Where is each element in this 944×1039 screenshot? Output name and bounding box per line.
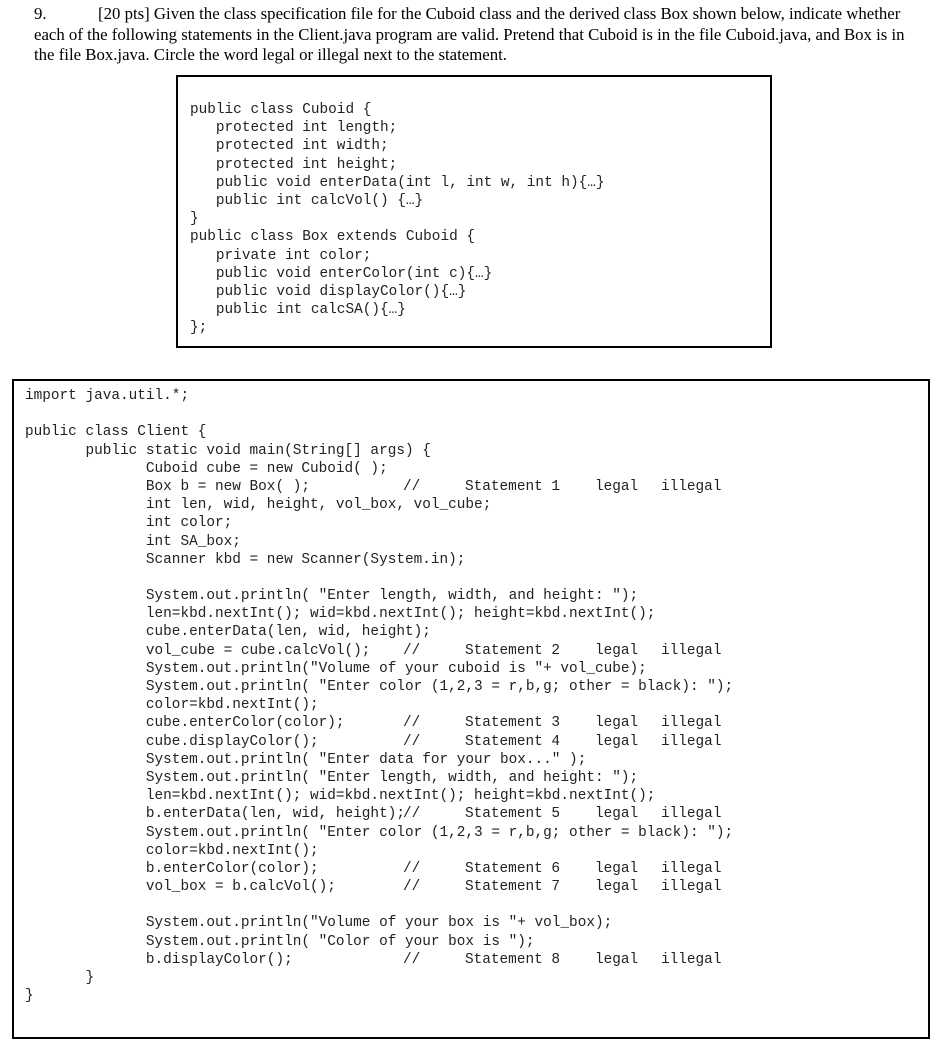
code-text: import java.util.*; bbox=[25, 388, 190, 404]
comment-marker: // bbox=[403, 733, 421, 750]
code-text: int len, wid, height, vol_box, vol_cube; bbox=[25, 497, 492, 514]
class-spec-line: public int calcSA(){…} bbox=[190, 302, 406, 319]
statement-label: Statement 6 bbox=[465, 860, 560, 877]
code-text: System.out.println("Volume of your cuboid is "+ vol_cube); bbox=[25, 660, 647, 677]
statement-label: Statement 1 bbox=[465, 478, 560, 495]
class-spec-line: }; bbox=[190, 320, 208, 337]
code-text: Box b = new Box( ); bbox=[25, 478, 310, 495]
code-text: int SA_box; bbox=[25, 533, 241, 550]
code-text: cube.enterColor(color); bbox=[25, 715, 345, 732]
code-text: } bbox=[25, 988, 34, 1005]
illegal-option[interactable]: illegal bbox=[661, 879, 722, 896]
code-text: public class Client { bbox=[25, 424, 207, 441]
question-number: 9. bbox=[34, 4, 47, 23]
legal-option[interactable]: legal bbox=[595, 879, 639, 896]
class-spec-line: private int color; bbox=[190, 247, 372, 264]
statement-label: Statement 5 bbox=[465, 806, 560, 823]
legal-option[interactable]: legal bbox=[595, 951, 639, 968]
illegal-option[interactable]: illegal bbox=[661, 733, 722, 750]
legal-option[interactable]: legal bbox=[595, 733, 639, 750]
code-text: System.out.println( "Enter data for your box..." ); bbox=[25, 751, 587, 768]
code-text: int color; bbox=[25, 515, 233, 532]
class-spec-line: public void enterData(int l, int w, int h){…} bbox=[190, 174, 605, 191]
illegal-option[interactable]: illegal bbox=[661, 951, 722, 968]
illegal-option[interactable]: illegal bbox=[661, 860, 722, 877]
code-text: vol_cube = cube.calcVol(); bbox=[25, 642, 371, 659]
illegal-option[interactable]: illegal bbox=[661, 642, 722, 659]
class-spec-line: public void enterColor(int c){…} bbox=[190, 265, 493, 282]
class-spec-line: public class Cuboid { bbox=[190, 102, 372, 118]
comment-marker: // bbox=[403, 951, 421, 968]
code-text: System.out.println( "Enter length, width, and height: "); bbox=[25, 588, 639, 605]
comment-marker: // bbox=[403, 478, 421, 495]
code-text: Scanner kbd = new Scanner(System.in); bbox=[25, 551, 466, 568]
statement-label: Statement 7 bbox=[465, 879, 560, 896]
class-spec-line: public class Box extends Cuboid { bbox=[190, 229, 475, 246]
code-text: cube.enterData(len, wid, height); bbox=[25, 624, 431, 641]
statement-label: Statement 3 bbox=[465, 715, 560, 732]
illegal-option[interactable]: illegal bbox=[661, 715, 722, 732]
question-text bbox=[34, 4, 914, 66]
class-spec-code bbox=[190, 101, 605, 337]
legal-option[interactable]: legal bbox=[595, 715, 639, 732]
code-text: vol_box = b.calcVol(); bbox=[25, 879, 336, 896]
comment-marker: // bbox=[403, 715, 421, 732]
code-text: System.out.println( "Enter color (1,2,3 = r,b,g; other = black): "); bbox=[25, 824, 734, 841]
code-text: cube.displayColor(); bbox=[25, 733, 319, 750]
code-text: b.enterData(len, wid, height); bbox=[25, 806, 405, 823]
illegal-option[interactable]: illegal bbox=[661, 806, 722, 823]
code-text: System.out.println( "Color of your box is "); bbox=[25, 933, 535, 950]
legal-option[interactable]: legal bbox=[595, 860, 639, 877]
code-text: Cuboid cube = new Cuboid( ); bbox=[25, 460, 388, 477]
code-text: b.displayColor(); bbox=[25, 951, 293, 968]
question-body: [20 pts] Given the class specification file for the Cuboid class and the derived class Box shown below, indicate whether each of the following statements in the Client.java program are valid. Pretend that Cuboid is in the file Cuboid.java, and Box is in the file Box.java. Circle the word legal or illegal next to the statement. bbox=[34, 4, 905, 64]
client-code-box bbox=[12, 379, 930, 1039]
code-text: len=kbd.nextInt(); wid=kbd.nextInt(); height=kbd.nextInt(); bbox=[25, 606, 656, 623]
statement-label: Statement 2 bbox=[465, 642, 560, 659]
comment-marker: // bbox=[403, 642, 421, 659]
class-spec-line: protected int height; bbox=[190, 156, 398, 173]
code-text: color=kbd.nextInt(); bbox=[25, 842, 319, 859]
code-text: System.out.println( "Enter length, width, and height: "); bbox=[25, 769, 639, 786]
statement-label: Statement 4 bbox=[465, 733, 560, 750]
class-spec-line: public void displayColor(){…} bbox=[190, 283, 467, 300]
comment-marker: // bbox=[403, 860, 421, 877]
statement-label: Statement 8 bbox=[465, 951, 560, 968]
code-text: System.out.println( "Enter color (1,2,3 = r,b,g; other = black): "); bbox=[25, 679, 734, 695]
legal-option[interactable]: legal bbox=[595, 806, 639, 823]
code-text: } bbox=[25, 970, 95, 986]
class-spec-line: } bbox=[190, 211, 199, 228]
class-spec-box bbox=[176, 75, 772, 348]
legal-option[interactable]: legal bbox=[595, 478, 639, 495]
class-spec-line: protected int width; bbox=[190, 138, 389, 155]
legal-option[interactable]: legal bbox=[595, 642, 639, 659]
comment-marker: // bbox=[403, 806, 421, 823]
comment-marker: // bbox=[403, 879, 421, 896]
code-text: color=kbd.nextInt(); bbox=[25, 697, 319, 714]
illegal-option[interactable]: illegal bbox=[661, 478, 722, 495]
class-spec-line: protected int length; bbox=[190, 120, 398, 137]
code-text: b.enterColor(color); bbox=[25, 860, 319, 877]
code-text: len=kbd.nextInt(); wid=kbd.nextInt(); height=kbd.nextInt(); bbox=[25, 788, 656, 805]
class-spec-line: public int calcVol() {…} bbox=[190, 192, 424, 209]
code-text: public static void main(String[] args) { bbox=[25, 442, 431, 459]
code-text: System.out.println("Volume of your box is "+ vol_box); bbox=[25, 915, 613, 932]
